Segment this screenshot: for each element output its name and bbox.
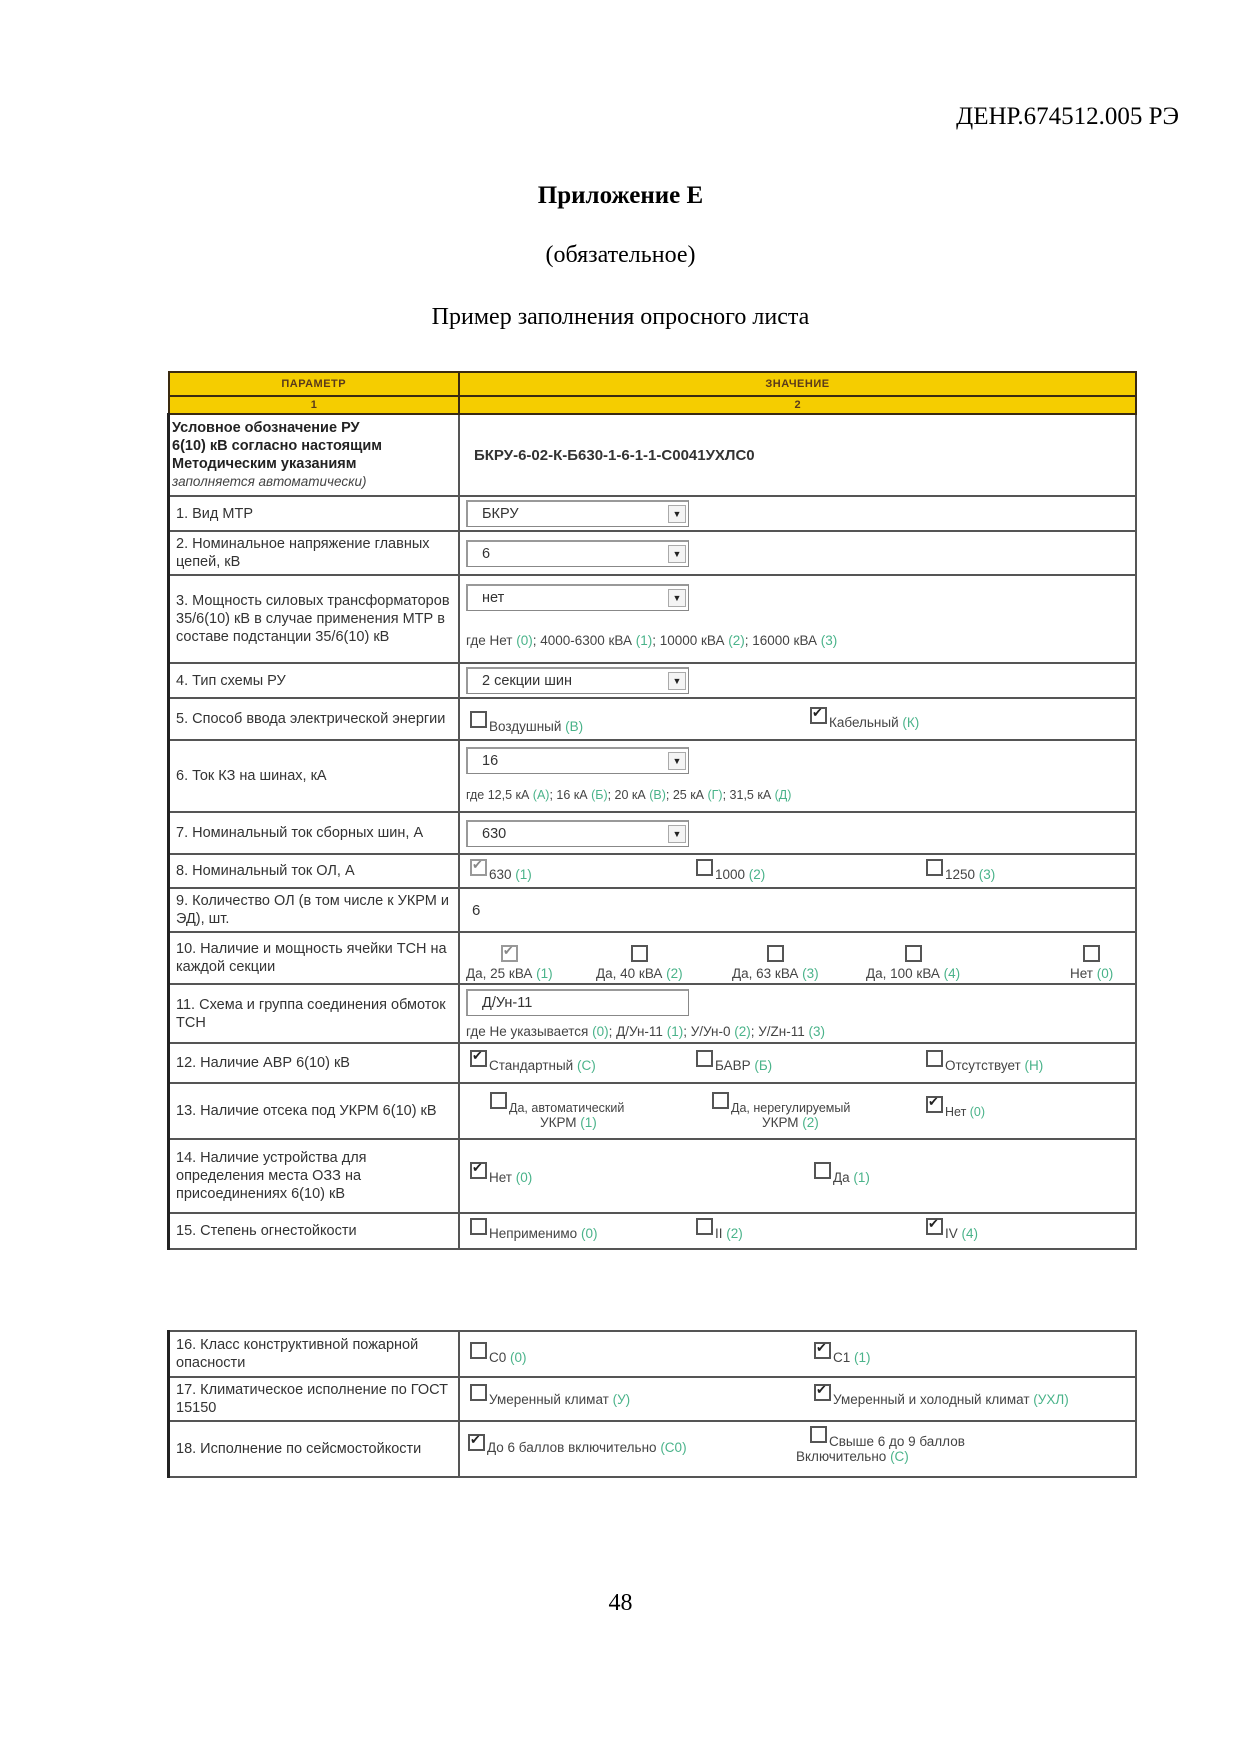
- row-label: 8. Номинальный ток ОЛ, А: [169, 854, 460, 888]
- row-label: 2. Номинальное напряжение главных цепей, кВ: [169, 531, 460, 575]
- select-value: 630: [482, 825, 507, 842]
- option-seismic-c[interactable]: Свыше 6 до 9 баллов Включительно (С): [796, 1426, 965, 1464]
- winding-group-hint: где Не указывается (0); Д/Ун-11 (1); У/Ун-0 (2); У/Zн-11 (3): [466, 1024, 826, 1039]
- winding-group-input[interactable]: [466, 989, 689, 1016]
- row-label: 16. Класс конструктивной пожарной опасности: [169, 1331, 460, 1377]
- checkbox-unchecked-icon[interactable]: [490, 1092, 507, 1109]
- checkbox-unchecked-icon[interactable]: [810, 1426, 827, 1443]
- checkbox-checked-icon[interactable]: [926, 1218, 943, 1235]
- table-row-9: [169, 888, 1137, 932]
- appendix-subtitle: (обязательное): [545, 242, 696, 268]
- option-avr-standard[interactable]: ✔ Стандартный (С): [470, 1050, 596, 1067]
- checkbox-checked-icon[interactable]: [926, 1096, 943, 1113]
- table-row-5: [169, 698, 1137, 740]
- checkbox-unchecked-icon[interactable]: [470, 711, 487, 728]
- table-row-6: [169, 740, 1137, 812]
- table-row-7: [169, 812, 1137, 854]
- checkbox-unchecked-icon[interactable]: [814, 1162, 831, 1179]
- select-value: БКРУ: [482, 506, 519, 522]
- transformer-power-select[interactable]: [466, 584, 689, 611]
- transformer-power-hint: где Нет (0); 4000-6300 кВА (1); 10000 кВА (2); 16000 кВА (3): [466, 633, 838, 648]
- select-value: 6: [482, 545, 491, 562]
- checkbox-unchecked-icon[interactable]: [926, 859, 943, 876]
- column-header-parameter: ПАРАМЕТР: [169, 372, 460, 396]
- column-header-value: ЗНАЧЕНИЕ: [459, 372, 1136, 396]
- row-label: 9. Количество ОЛ (в том числе к УКРМ и ЭД), шт.: [169, 888, 460, 932]
- option-tsn-100[interactable]: Да, 100 кВА (4): [866, 945, 960, 981]
- option-1250[interactable]: 1250 (3): [926, 859, 995, 876]
- checkbox-unchecked-icon[interactable]: [696, 1218, 713, 1235]
- table-header-row: [169, 372, 1137, 396]
- row-label: 15. Степень огнестойкости: [169, 1213, 460, 1249]
- row-label: 14. Наличие устройства для определения места ОЗЗ на присоединениях 6(10) кВ: [169, 1139, 460, 1213]
- table-row-17: [169, 1377, 1137, 1421]
- page-number: 48: [608, 1590, 633, 1616]
- row-label: 12. Наличие АВР 6(10) кВ: [169, 1043, 460, 1083]
- option-630[interactable]: ✔ 630 (1): [470, 859, 532, 876]
- table-row-13: [169, 1083, 1137, 1139]
- dropdown-arrow-icon[interactable]: ▼: [668, 589, 686, 607]
- option-climate-uhl[interactable]: ✔ Умеренный и холодный климат (УХЛ): [814, 1384, 1069, 1401]
- option-ozz-no[interactable]: ✔Нет (0): [470, 1162, 532, 1179]
- row-label: 13. Наличие отсека под УКРМ 6(10) кВ: [169, 1083, 460, 1139]
- checkbox-checked-icon[interactable]: [470, 1162, 487, 1179]
- checkbox-checked-icon[interactable]: [814, 1384, 831, 1401]
- document-code: ДЕНР.674512.005 РЭ: [956, 103, 1179, 130]
- designation-label-line: 6(10) кВ согласно настоящим: [172, 438, 383, 454]
- checkbox-unchecked-icon[interactable]: [905, 945, 922, 962]
- checkbox-unchecked-icon[interactable]: [696, 1050, 713, 1067]
- table-column-numbers-row: [169, 396, 1137, 414]
- dropdown-arrow-icon[interactable]: ▼: [668, 545, 686, 563]
- row-label: 18. Исполнение по сейсмостойкости: [169, 1421, 460, 1477]
- option-avr-bavr[interactable]: БАВР (Б): [696, 1050, 772, 1067]
- checkbox-checked-icon[interactable]: [810, 707, 827, 724]
- checkbox-unchecked-icon[interactable]: [926, 1050, 943, 1067]
- input-value: Д/Ун-11: [482, 995, 533, 1011]
- option-fire-ii[interactable]: II (2): [696, 1218, 743, 1235]
- row-label: 4. Тип схемы РУ: [169, 663, 460, 698]
- dropdown-arrow-icon[interactable]: ▼: [668, 505, 686, 523]
- select-value: 16: [482, 753, 499, 769]
- option-ukrm-auto[interactable]: Да, автоматический УКРМ (1): [490, 1092, 624, 1130]
- option-ukrm-none[interactable]: ✔Нет (0): [926, 1096, 985, 1113]
- checkbox-unchecked-icon[interactable]: [470, 1342, 487, 1359]
- option-overhead[interactable]: Воздушный (В): [470, 711, 583, 728]
- option-fire-iv[interactable]: ✔ IV (4): [926, 1218, 978, 1235]
- short-circuit-current-select[interactable]: [466, 747, 689, 774]
- row-label: 7. Номинальный ток сборных шин, А: [169, 812, 460, 854]
- designation-label: [169, 414, 460, 496]
- option-class-c0[interactable]: С0 (0): [470, 1342, 527, 1359]
- select-value: нет: [482, 590, 505, 606]
- row-label: 10. Наличие и мощность ячейки ТСН на каждой секции: [169, 932, 460, 984]
- table-row-15: [169, 1213, 1137, 1249]
- designation-label-line: Методическим указаниям: [172, 456, 357, 472]
- dropdown-arrow-icon[interactable]: ▼: [668, 752, 686, 770]
- checkbox-unchecked-icon[interactable]: [767, 945, 784, 962]
- checkbox-checked-icon[interactable]: [468, 1434, 485, 1451]
- option-fire-na[interactable]: Неприменимо (0): [470, 1218, 597, 1235]
- designation-note: заполняется автоматически): [172, 474, 367, 489]
- table-row-10: [169, 932, 1137, 984]
- dropdown-arrow-icon[interactable]: ▼: [668, 825, 686, 843]
- table-row-2: [169, 531, 1137, 575]
- busbar-current-select[interactable]: [466, 820, 689, 847]
- dropdown-arrow-icon[interactable]: ▼: [668, 672, 686, 690]
- table-row-14: [169, 1139, 1137, 1213]
- questionnaire-table: [167, 371, 1137, 1250]
- questionnaire-table-continued: [167, 1330, 1137, 1478]
- checkbox-checked-icon[interactable]: [501, 945, 518, 962]
- designation-value: БКРУ-6-02-К-Б630-1-6-1-1-С0041УХЛС0: [459, 414, 1136, 496]
- checkbox-unchecked-icon[interactable]: [470, 1384, 487, 1401]
- checkbox-checked-icon[interactable]: [470, 859, 487, 876]
- option-climate-u[interactable]: Умеренный климат (У): [470, 1384, 630, 1401]
- option-1000[interactable]: 1000 (2): [696, 859, 765, 876]
- checkbox-checked-icon[interactable]: [814, 1342, 831, 1359]
- row-label: 3. Мощность силовых трансформаторов 35/6(10) кВ в случае применения МТР в составе подстанции 35/6(10) кВ: [169, 575, 460, 663]
- mtr-type-select[interactable]: [466, 500, 689, 527]
- feeder-count-value[interactable]: 6: [459, 888, 1136, 932]
- table-row-12: [169, 1043, 1137, 1083]
- column-number-2: 2: [459, 396, 1136, 414]
- checkbox-unchecked-icon[interactable]: [712, 1092, 729, 1109]
- checkbox-unchecked-icon[interactable]: [470, 1218, 487, 1235]
- checkbox-unchecked-icon[interactable]: [631, 945, 648, 962]
- table-row-designation: [169, 414, 1137, 496]
- table-row-16: [169, 1331, 1137, 1377]
- option-avr-none[interactable]: Отсутствует (Н): [926, 1050, 1043, 1067]
- checkbox-checked-icon[interactable]: [470, 1050, 487, 1067]
- option-tsn-none[interactable]: Нет (0): [1070, 945, 1113, 981]
- option-tsn-63[interactable]: Да, 63 кВА (3): [732, 945, 819, 981]
- select-value: 2 секции шин: [482, 673, 573, 689]
- option-ukrm-fixed[interactable]: Да, нерегулируемый УКРМ (2): [712, 1092, 850, 1130]
- ru-scheme-select[interactable]: [466, 667, 689, 694]
- checkbox-unchecked-icon[interactable]: [696, 859, 713, 876]
- table-row-18: [169, 1421, 1137, 1477]
- table-row-4: [169, 663, 1137, 698]
- voltage-select[interactable]: [466, 540, 689, 567]
- option-cable[interactable]: ✔ Кабельный (К): [810, 707, 919, 724]
- option-ozz-yes[interactable]: Да (1): [814, 1162, 870, 1179]
- row-label: 6. Ток КЗ на шинах, кА: [169, 740, 460, 812]
- table-row-1: [169, 496, 1137, 531]
- designation-label-line: Условное обозначение РУ: [172, 420, 360, 436]
- option-seismic-c0[interactable]: ✔ До 6 баллов включительно (С0): [468, 1434, 687, 1451]
- option-tsn-25[interactable]: ✔ Да, 25 кВА (1): [466, 945, 553, 981]
- option-class-c1[interactable]: ✔ С1 (1): [814, 1342, 871, 1359]
- checkbox-unchecked-icon[interactable]: [1083, 945, 1100, 962]
- table-row-8: [169, 854, 1137, 888]
- appendix-title: Приложение Е: [537, 182, 704, 209]
- row-label: 5. Способ ввода электрической энергии: [169, 698, 460, 740]
- column-number-1: 1: [169, 396, 460, 414]
- short-circuit-hint: где 12,5 кА (А); 16 кА (Б); 20 кА (В); 25 кА (Г); 31,5 кА (Д): [466, 788, 792, 802]
- table-row-3: [169, 575, 1137, 663]
- row-label: 17. Климатическое исполнение по ГОСТ 15150: [169, 1377, 460, 1421]
- option-tsn-40[interactable]: Да, 40 кВА (2): [596, 945, 683, 981]
- example-title: Пример заполнения опросного листа: [431, 304, 810, 330]
- row-label: 1. Вид МТР: [169, 496, 460, 531]
- row-label: 11. Схема и группа соединения обмоток ТСН: [169, 984, 460, 1043]
- table-row-11: [169, 984, 1137, 1043]
